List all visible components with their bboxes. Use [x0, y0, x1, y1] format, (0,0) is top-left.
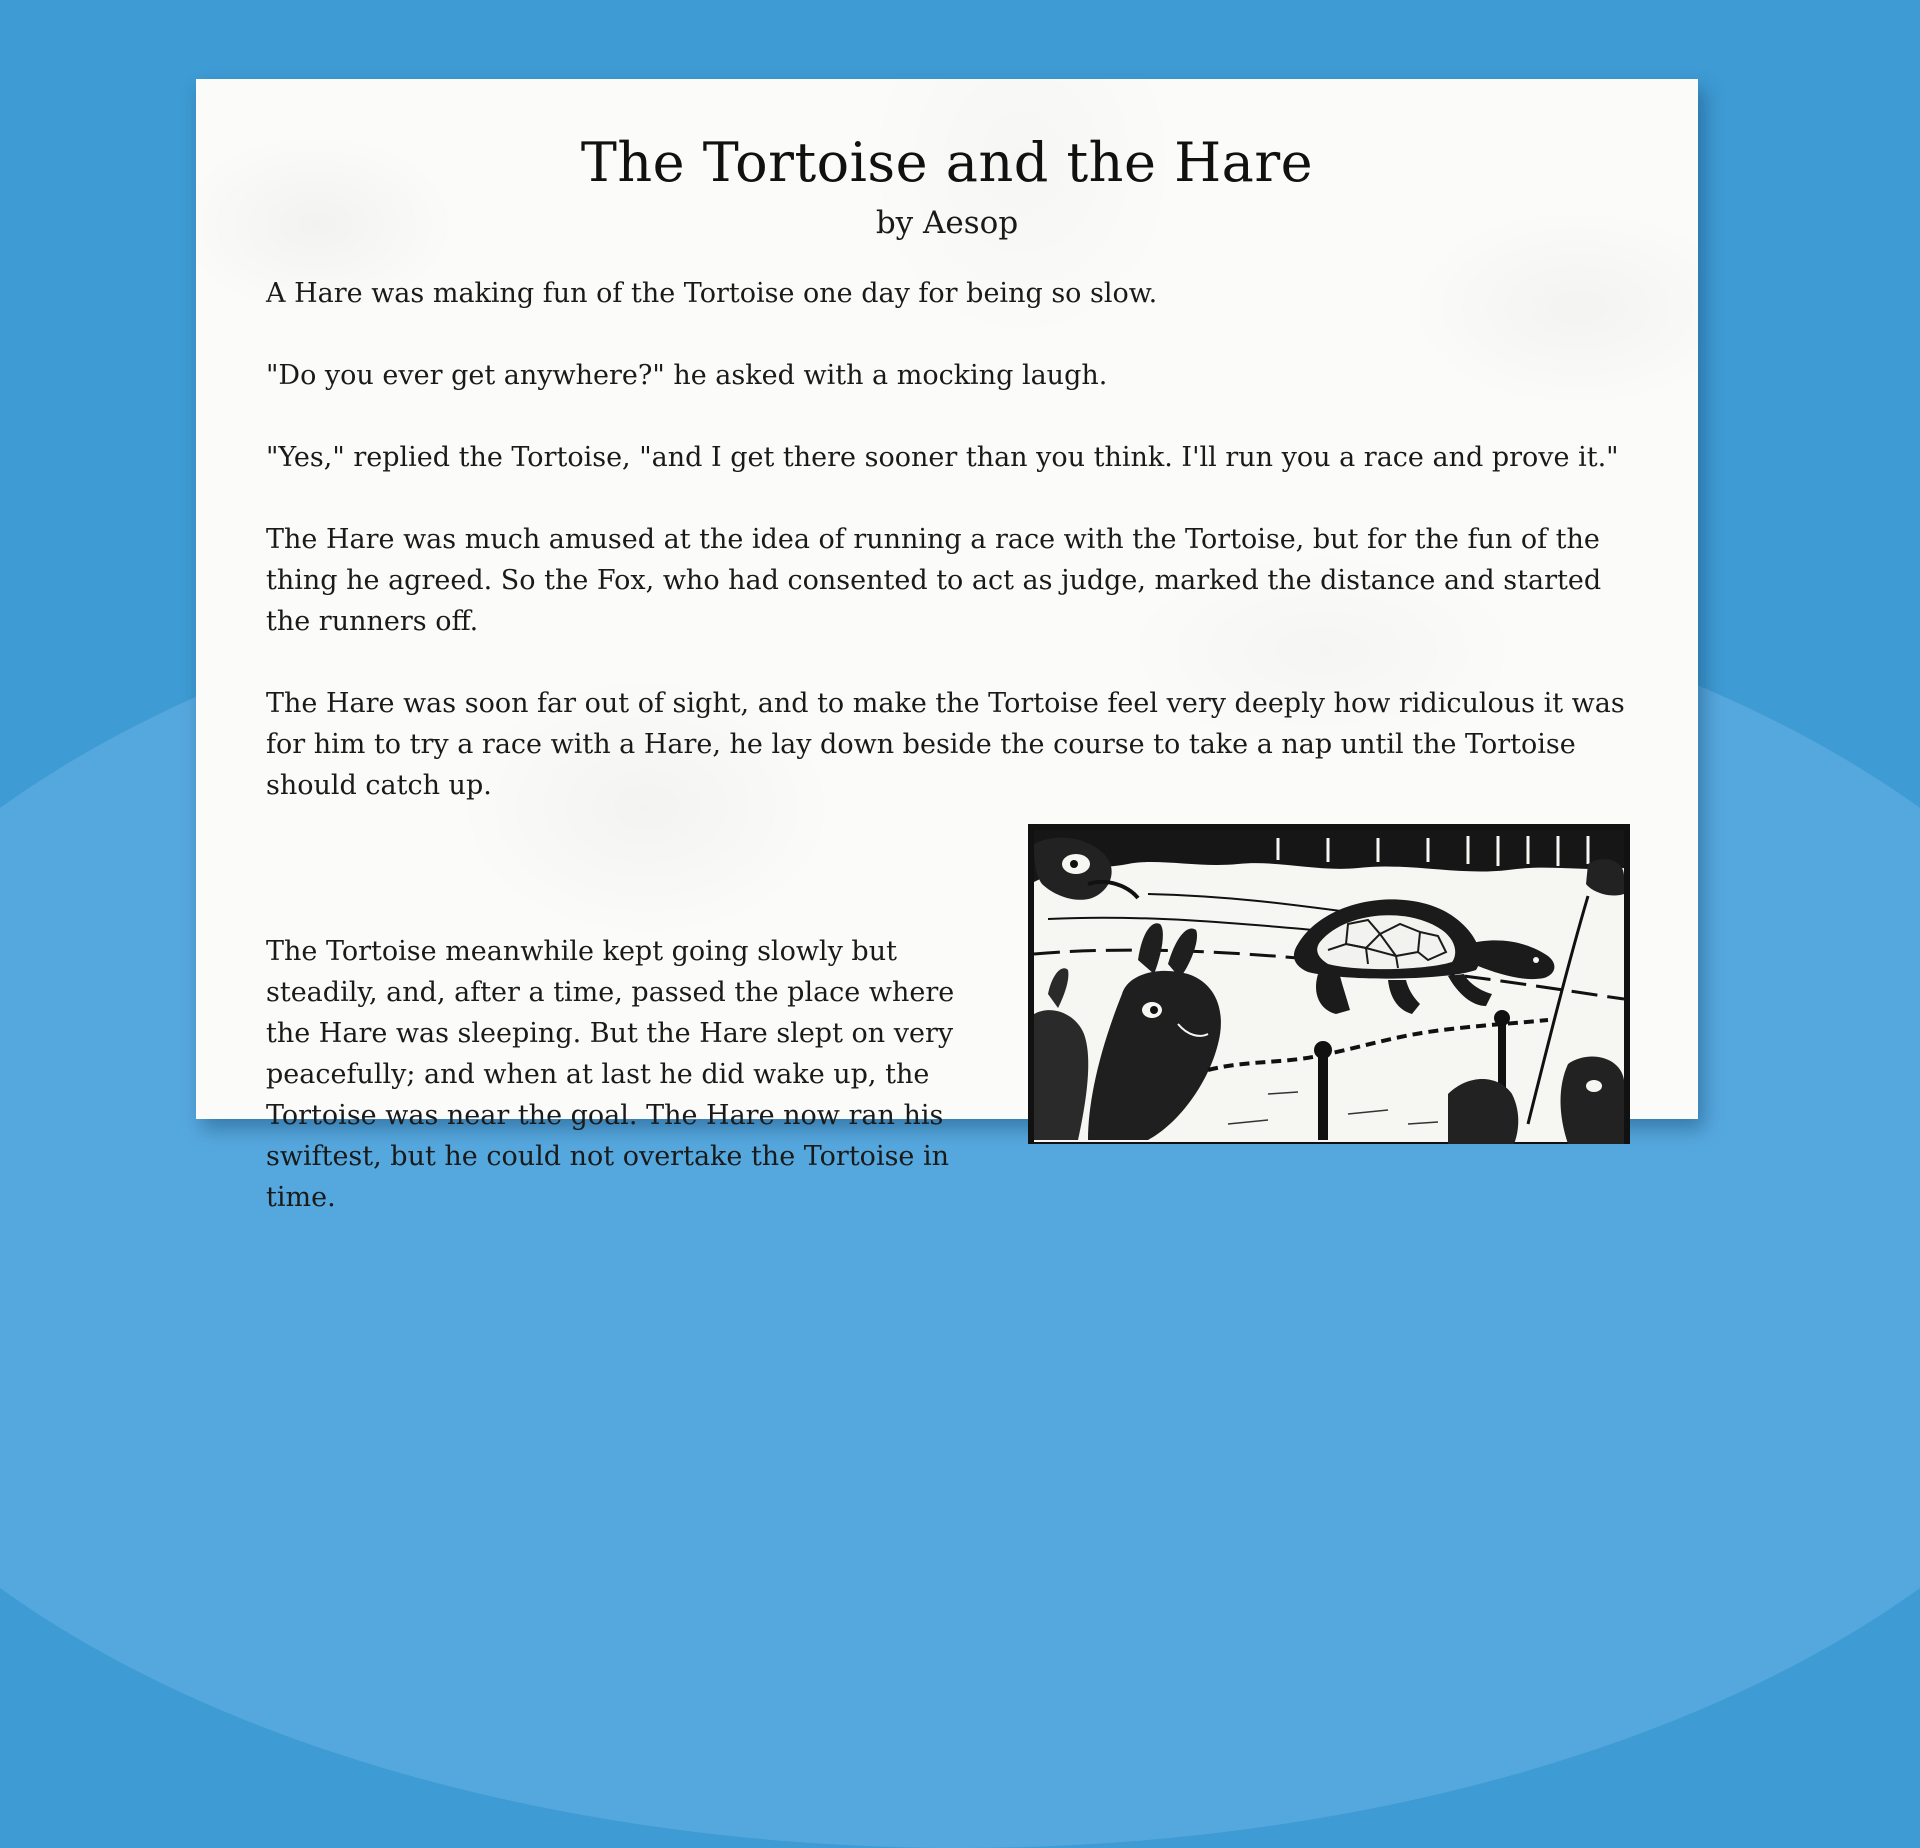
story-body	[266, 273, 1638, 847]
author-line: by Aesop	[875, 205, 1019, 241]
story-paragraph-1: A Hare was making fun of the Tortoise one day for being so slow.	[266, 278, 1158, 309]
story-paragraph-3: "Yes," replied the Tortoise, "and I get there sooner than you think. I'll run you a race and prove it."	[266, 442, 1619, 473]
story-paragraph-4: The Hare was much amused at the idea of running a race with the Tortoise, but for the fun of the thing he agreed. So the Fox, who had consented to act as judge, marked the distance and started the runners off.	[266, 524, 1602, 637]
story-paragraph-5: The Hare was soon far out of sight, and to make the Tortoise feel very deeply how ridiculous it was for him to try a race with a Hare, he lay down beside the course to take a nap until the Tortoise should catch up.	[266, 688, 1625, 801]
story-paragraph-2: "Do you ever get anywhere?" he asked with a mocking laugh.	[266, 360, 1108, 391]
story-paragraph-6: The Tortoise meanwhile kept going slowly but steadily, and, after a time, passed the place where the Hare was sleeping. But the Hare slept on very peacefully; and when at last he did wake up, the Tortoise was near the goal. The Hare now ran his swiftest, but he could not overtake the Tortoise in time.	[266, 936, 955, 1213]
worksheet-page	[196, 79, 1698, 1213]
story-title: The Tortoise and the Hare	[580, 131, 1314, 194]
tortoise-hare-race-illustration	[1028, 824, 1630, 1144]
